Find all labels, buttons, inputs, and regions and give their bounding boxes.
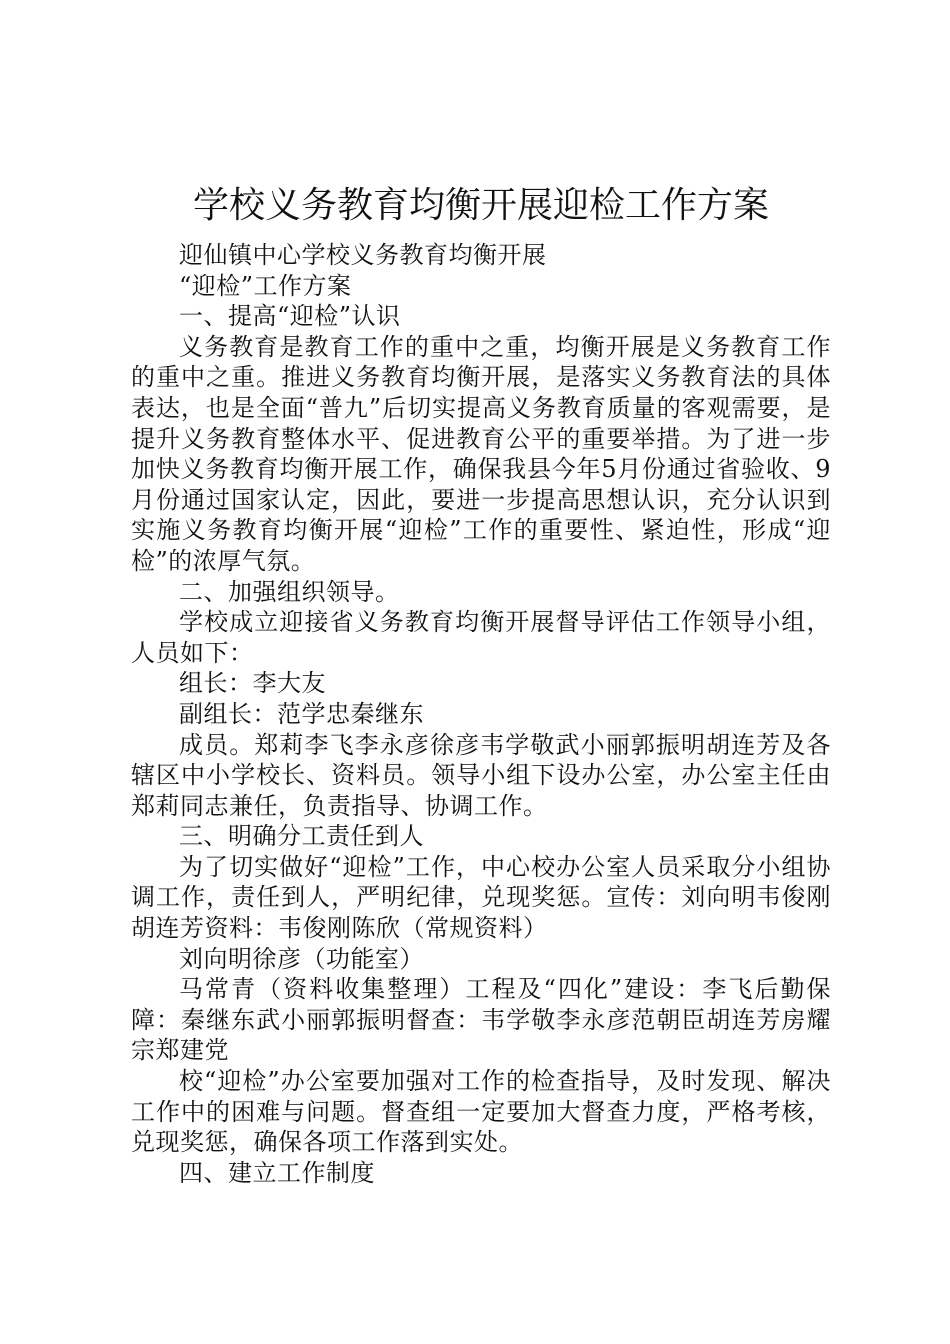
paragraph-members: 成员。郑莉李飞李永彦徐彦韦学敬武小丽郭振明胡连芳及各辖区中小学校长、资料员。领导小组下设办公室，办公室主任由郑莉同志兼任，负责指导、协调工作。 [131, 730, 831, 820]
paragraph-leadership-group: 学校成立迎接省义务教育均衡开展督导评估工作领导小组，人员如下： [131, 608, 831, 667]
section-heading-3: 三、明确分工责任到人 [179, 822, 424, 851]
section-heading-2: 二、加强组织领导。 [179, 577, 400, 606]
paragraph-assignments: 马常青（资料收集整理）工程及“四化”建设：李飞后勤保障：秦继东武小丽郭振明督查：韦学敬李永彦范朝臣胡连芳房耀宗郑建党 [131, 975, 831, 1065]
paragraph-function-room: 刘向明徐彦（功能室） [179, 944, 424, 973]
document-page [131, 178, 831, 1188]
paragraph-section-1-body: 义务教育是教育工作的重中之重，均衡开展是义务教育工作的重中之重。推进义务教育均衡开展，是落实义务教育法的具体表达，也是全面“普九”后切实提高义务教育质量的客观需要，是提升义务教育整体水平、促进教育公平的重要举措。为了进一步加快义务教育均衡开展工作，确保我县今年5月份通过省验收、9月份通过国家认定，因此，要进一步提高思想认识，充分认识到实施义务教育均衡开展“迎检”工作的重要性、紧迫性，形成“迎检”的浓厚气氛。 [131, 332, 831, 575]
section-heading-1: 一、提高“迎检”认识 [179, 302, 401, 331]
section-heading-4: 四、建立工作制度 [179, 1158, 375, 1187]
paragraph-plan-subtitle: “迎检”工作方案 [179, 271, 352, 300]
paragraph-supervision: 校“迎检”办公室要加强对工作的检查指导，及时发现、解决工作中的困难与问题。督查组一定要加大督查力度，严格考核，兑现奖惩，确保各项工作落到实处。 [131, 1067, 831, 1157]
paragraph-school-name: 迎仙镇中心学校义务教育均衡开展 [179, 241, 547, 269]
paragraph-group-leader: 组长：李大友 [179, 669, 326, 698]
paragraph-division-of-work: 为了切实做好“迎检”工作，中心校办公室人员采取分小组协调工作，责任到人，严明纪律，兑现奖惩。宣传：刘向明韦俊刚胡连芳资料：韦俊刚陈欣（常规资料） [131, 852, 831, 943]
paragraph-deputy-leader: 副组长：范学忠秦继东 [179, 699, 424, 728]
document-title: 学校义务教育均衡开展迎检工作方案 [192, 185, 769, 226]
